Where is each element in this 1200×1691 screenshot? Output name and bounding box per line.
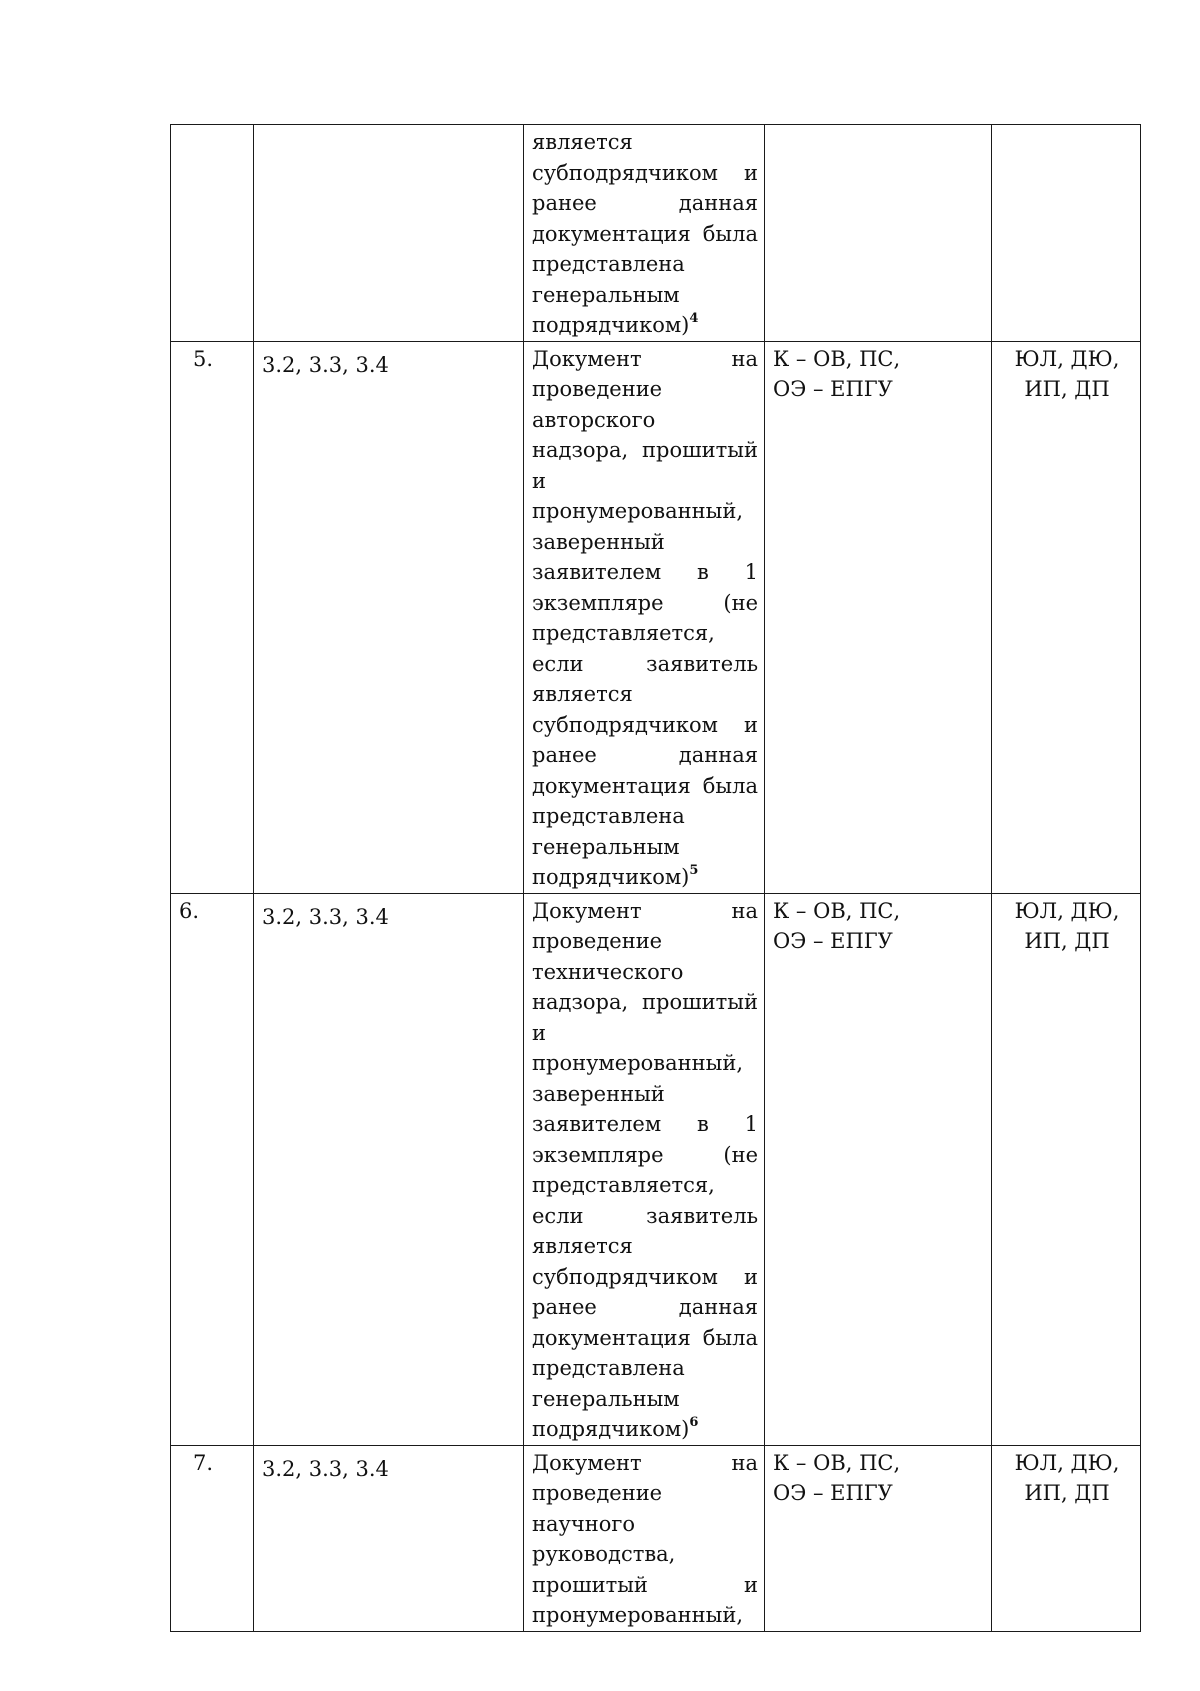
footnote-ref: 6 bbox=[689, 1415, 699, 1430]
description-line: руководства, bbox=[532, 1542, 676, 1566]
description-line: представлена bbox=[532, 252, 685, 276]
description-line: заявителем в 1 bbox=[532, 1112, 758, 1136]
cell-sections bbox=[254, 1445, 524, 1631]
description-line: генеральным bbox=[532, 834, 680, 859]
description-line-last bbox=[532, 1414, 758, 1445]
description-line: и bbox=[532, 1020, 546, 1045]
cell-sections bbox=[254, 125, 524, 342]
description-line: заверенный bbox=[532, 1081, 665, 1106]
description-line: надзора, прошитый bbox=[532, 438, 758, 462]
description-line: научного bbox=[532, 1511, 636, 1536]
applicants-line: ИП, ДП bbox=[1024, 929, 1110, 953]
description-line: генеральным bbox=[532, 282, 680, 307]
cell-number bbox=[171, 341, 254, 893]
applicants-line: ЮЛ, ДЮ, bbox=[1014, 346, 1120, 371]
cell-number bbox=[171, 893, 254, 1445]
description-line: генеральным bbox=[532, 1386, 680, 1411]
form-line: К – ОВ, ПС, bbox=[773, 1450, 901, 1475]
description-line: представлена bbox=[532, 804, 685, 828]
documents-table bbox=[170, 124, 1141, 1632]
description-line: Документ на bbox=[532, 346, 758, 371]
cell-form bbox=[765, 1445, 992, 1631]
description-line: Документ на bbox=[532, 1450, 758, 1475]
description-line: заявителем в 1 bbox=[532, 560, 758, 584]
table-row bbox=[171, 1445, 1141, 1631]
applicants-line: ИП, ДП bbox=[1024, 377, 1110, 401]
description-line-last bbox=[532, 310, 758, 341]
description-line: проведение bbox=[532, 929, 663, 953]
cell-sections bbox=[254, 893, 524, 1445]
form-line: ОЭ – ЕПГУ bbox=[773, 929, 893, 953]
description-line: и bbox=[532, 468, 546, 493]
description-line: документация была bbox=[532, 1325, 758, 1350]
description-text: подрядчиком) bbox=[532, 313, 690, 337]
footnote-ref: 4 bbox=[689, 311, 699, 326]
description-line: ранее данная bbox=[532, 1295, 758, 1319]
description-text: подрядчиком) bbox=[532, 865, 690, 889]
cell-applicants bbox=[992, 125, 1141, 342]
description-line: заверенный bbox=[532, 529, 665, 554]
cell-form bbox=[765, 125, 992, 342]
description-line: является bbox=[532, 1234, 633, 1258]
cell-applicants bbox=[992, 893, 1141, 1445]
description-line: проведение bbox=[532, 1481, 663, 1505]
cell-sections bbox=[254, 341, 524, 893]
row-number: 7. bbox=[192, 1450, 214, 1475]
applicants-line: ИП, ДП bbox=[1024, 1481, 1110, 1505]
description-line: субподрядчиком и bbox=[532, 1264, 758, 1289]
cell-form bbox=[765, 341, 992, 893]
cell-form bbox=[765, 893, 992, 1445]
description-line: ранее данная bbox=[532, 191, 758, 215]
description-line: пронумерованный, bbox=[532, 1603, 744, 1627]
row-number: 5. bbox=[192, 346, 214, 371]
description-line: представляется, bbox=[532, 1173, 715, 1197]
applicants-line: ЮЛ, ДЮ, bbox=[1014, 898, 1120, 923]
sections-text: 3.2, 3.3, 3.4 bbox=[262, 352, 389, 377]
cell-description bbox=[524, 125, 765, 342]
description-line-last bbox=[532, 862, 758, 893]
form-line: К – ОВ, ПС, bbox=[773, 346, 901, 371]
table-row-continuation bbox=[171, 125, 1141, 342]
cell-applicants bbox=[992, 1445, 1141, 1631]
description-line: является bbox=[532, 682, 633, 706]
footnote-ref: 5 bbox=[689, 863, 699, 878]
description-line: документация была bbox=[532, 221, 758, 246]
description-line: субподрядчиком и bbox=[532, 160, 758, 185]
description-line: прошитый и bbox=[532, 1572, 758, 1597]
description-line: экземпляре (не bbox=[532, 1142, 758, 1167]
description-line: пронумерованный, bbox=[532, 1051, 744, 1075]
form-line: К – ОВ, ПС, bbox=[773, 898, 901, 923]
cell-description bbox=[524, 893, 765, 1445]
description-line: надзора, прошитый bbox=[532, 990, 758, 1014]
cell-applicants bbox=[992, 341, 1141, 893]
description-line: пронумерованный, bbox=[532, 499, 744, 523]
description-line: если заявитель bbox=[532, 651, 758, 676]
sections-text: 3.2, 3.3, 3.4 bbox=[262, 904, 389, 929]
sections-text: 3.2, 3.3, 3.4 bbox=[262, 1456, 389, 1481]
cell-description bbox=[524, 1445, 765, 1631]
applicants-line: ЮЛ, ДЮ, bbox=[1014, 1450, 1120, 1475]
description-line: представлена bbox=[532, 1356, 685, 1380]
form-line: ОЭ – ЕПГУ bbox=[773, 377, 893, 401]
description-line: авторского bbox=[532, 407, 656, 432]
description-line: экземпляре (не bbox=[532, 590, 758, 615]
cell-description bbox=[524, 341, 765, 893]
table-row bbox=[171, 341, 1141, 893]
description-line: документация была bbox=[532, 773, 758, 798]
cell-number bbox=[171, 125, 254, 342]
description-line: представляется, bbox=[532, 621, 715, 645]
table-row bbox=[171, 893, 1141, 1445]
description-line: является bbox=[532, 130, 633, 154]
cell-number bbox=[171, 1445, 254, 1631]
row-number: 6. bbox=[179, 898, 200, 923]
description-line: проведение bbox=[532, 377, 663, 401]
description-text: подрядчиком) bbox=[532, 1417, 690, 1441]
description-line: если заявитель bbox=[532, 1203, 758, 1228]
form-line: ОЭ – ЕПГУ bbox=[773, 1481, 893, 1505]
description-line: Документ на bbox=[532, 898, 758, 923]
description-line: технического bbox=[532, 959, 684, 984]
description-line: субподрядчиком и bbox=[532, 712, 758, 737]
description-line: ранее данная bbox=[532, 743, 758, 767]
